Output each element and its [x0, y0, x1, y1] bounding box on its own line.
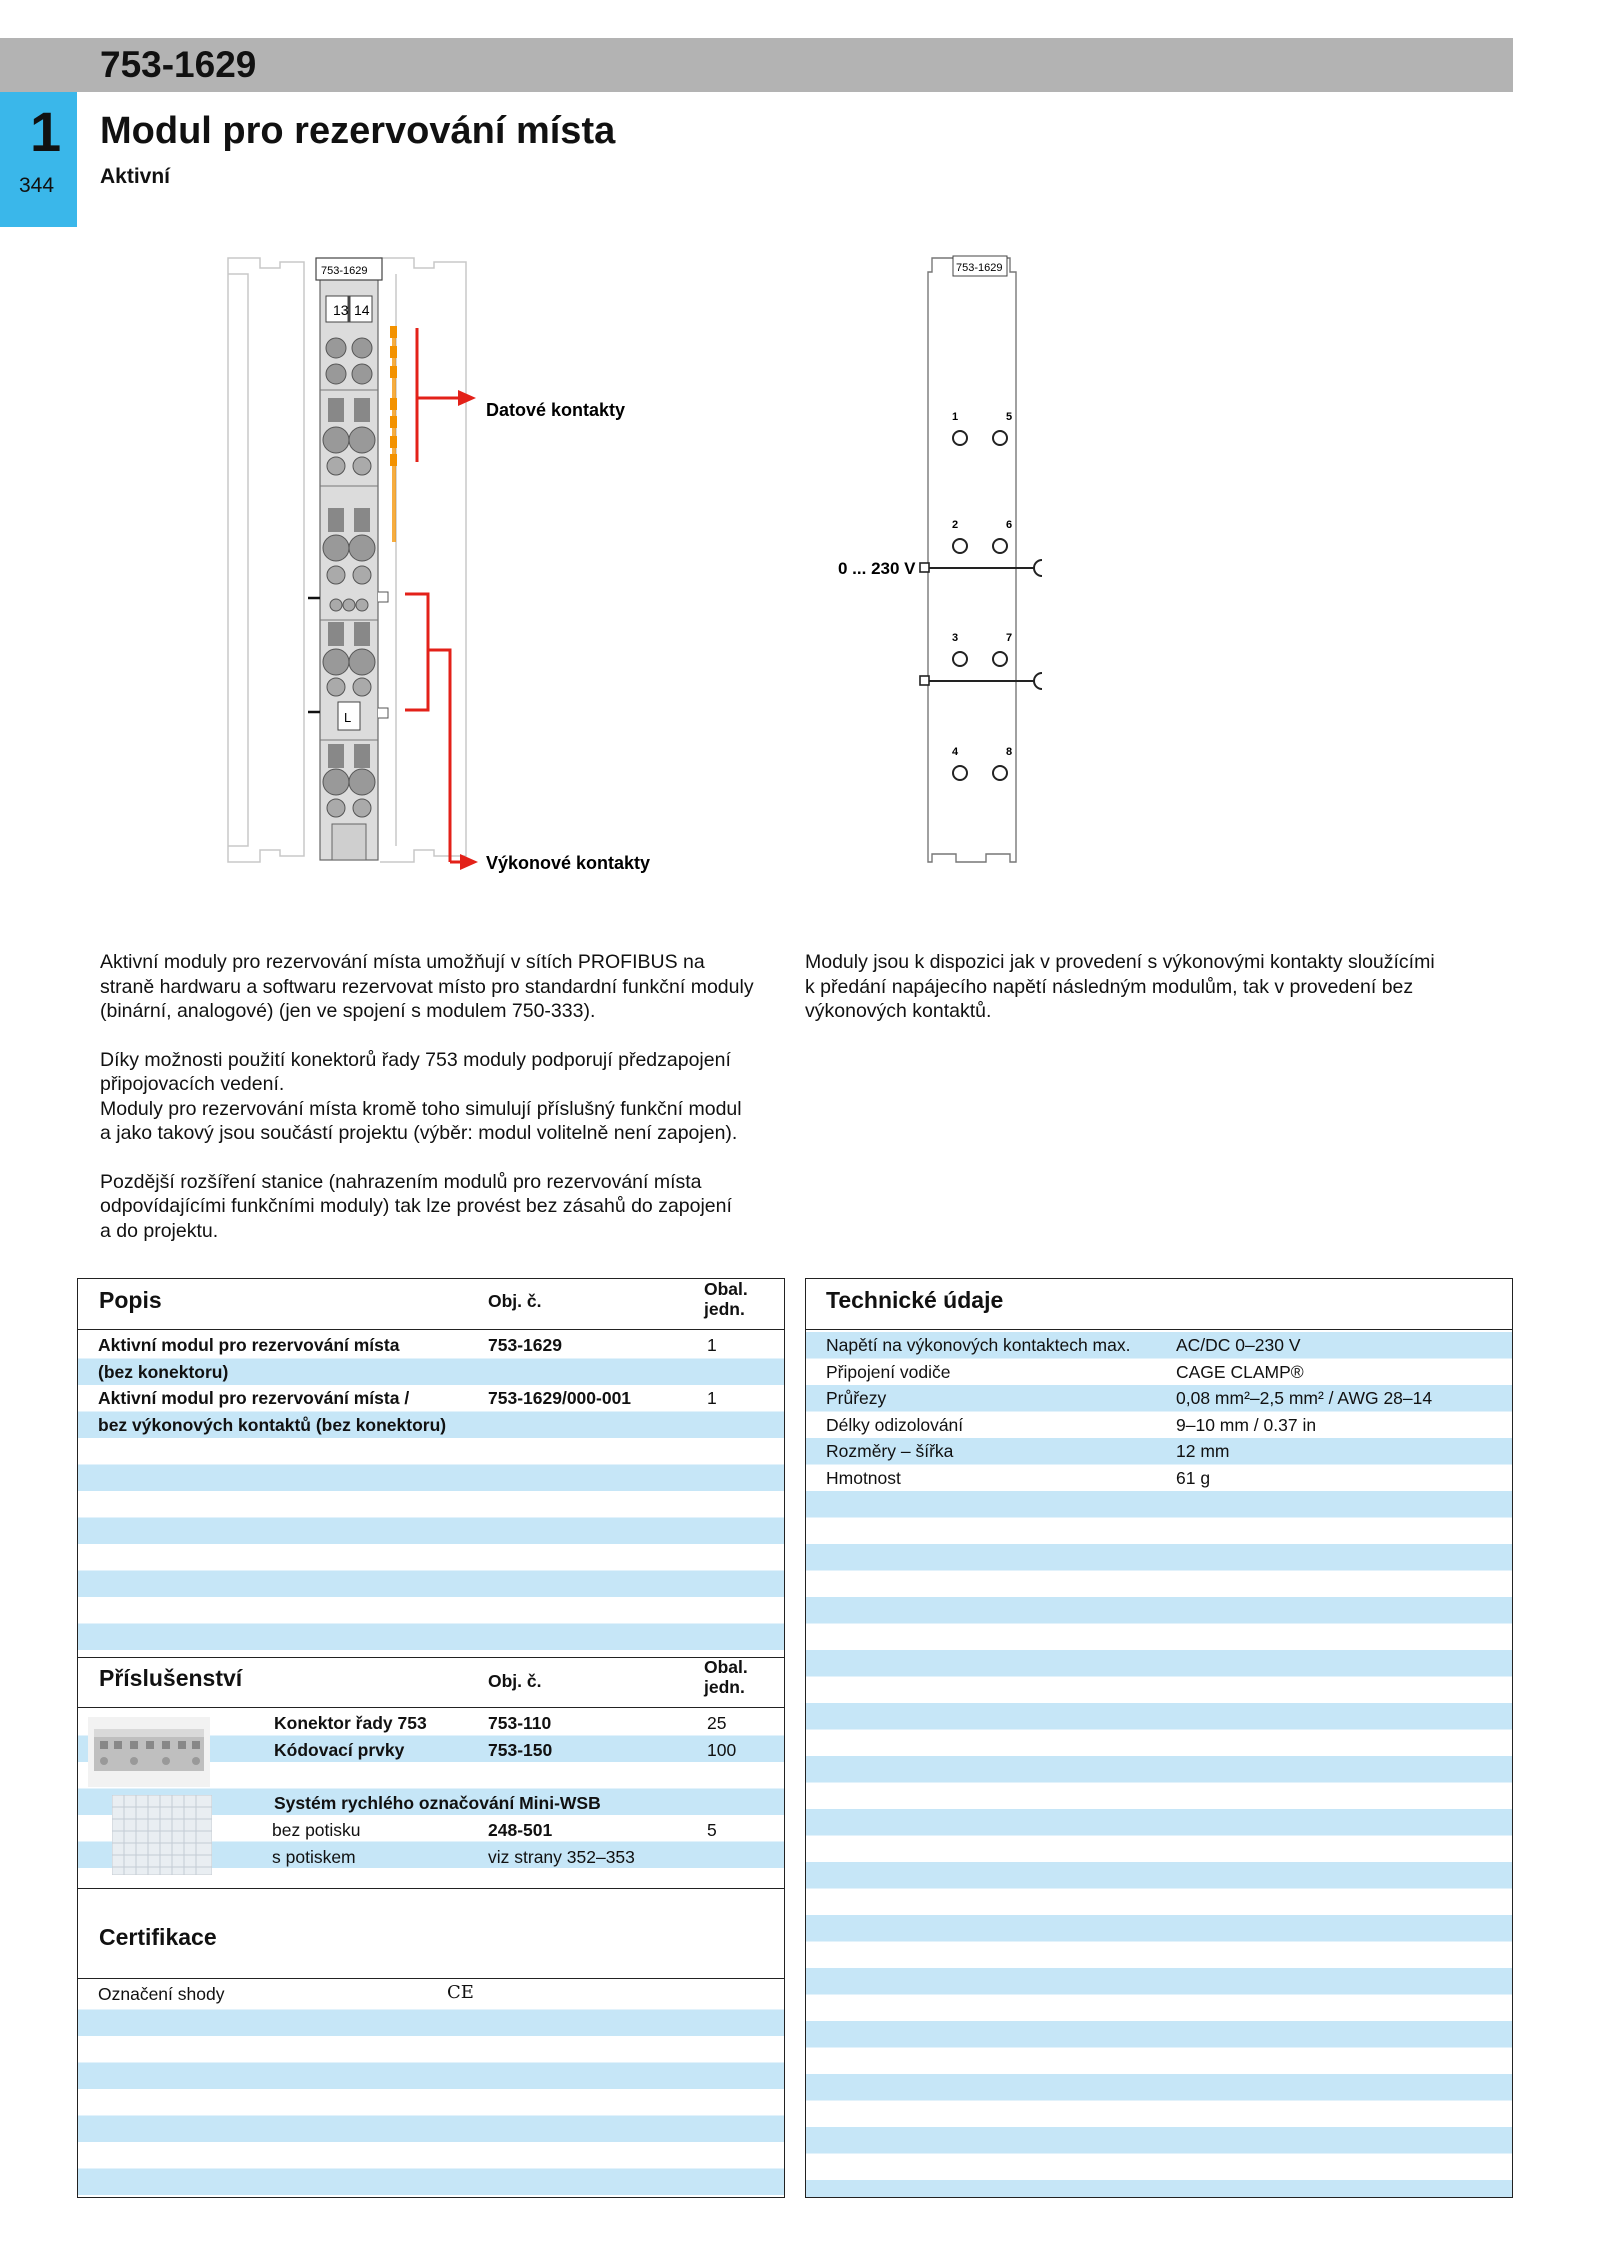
left-table-box: Popis Obj. č. Obal. jedn. Aktivní modul pro rezervování místa 753-1629 1 (bez konektoru) Aktivní modul pro rezervování místa / 753-1629/000-001 1 bez výkonových kontaktů (bez konektoru) Příslušenství Obj. č. Obal. jedn. Konektor řady 753 753-110 25 Kódovací prvky 753-150 100 Systém rychlého označování Mini-WSB bez potisku 248-501 5 s potiskem viz strany 352–353 Certifikace Označení shody CE [77, 1278, 785, 2198]
pin-4: 4 [952, 746, 959, 758]
desc-paragraph: Díky možnosti použití konektorů řady 753 moduly podporují předzapojení připojovacích vedení. Moduly pro rezervování místa kromě toho simulují příslušný funkční modul a jako takový jsou součástí projektu (výběr: modul volitelně není zapojen). [100, 1048, 742, 1144]
tech-data-box: Technické údaje Napětí na výkonových kontaktech max. AC/DC 0–230 V Připojení vodiče CAGE CLAMP® Průřezy 0,08 mm²–2,5 mm² / AWG 28–14 Délky odizolování 9–10 mm / 0.37 in Rozměry – šířka 12 mm Hmotnost 61 g [805, 1278, 1513, 2198]
page-title: Modul pro rezervování místa [100, 110, 616, 152]
divider [806, 1329, 1512, 1330]
desc-paragraph: Moduly jsou k dispozici jak v provedení s výkonovými kontakty sloužícími k předání napájecího napětí následným modulům, tak v provedení bez výkonových kontaktů. [805, 951, 1435, 1022]
popis-obal-header: Obal. jedn. [704, 1279, 748, 1319]
tech-title: Technické údaje [826, 1287, 1004, 1313]
popis-title: Popis [99, 1287, 162, 1313]
stripes [78, 1983, 784, 2198]
stripes [806, 1332, 1512, 2198]
chapter-number: 1 [30, 100, 62, 163]
module-illustration [220, 250, 690, 880]
product-code: 753-1629 [100, 44, 257, 85]
voltage-label: 0 ... 230 V [838, 559, 916, 578]
pin-13: 13 [333, 302, 349, 318]
pin-6: 6 [1006, 519, 1013, 531]
divider [78, 1329, 784, 1330]
data-contacts-label: Datové kontakty [486, 400, 626, 420]
pin-8: 8 [1006, 746, 1013, 758]
marker-label: L [344, 710, 352, 725]
pin-2: 2 [952, 519, 959, 531]
certifikace-title: Certifikace [99, 1924, 217, 1950]
description-left [100, 950, 790, 1267]
divider [78, 1978, 784, 1979]
power-contacts-label: Výkonové kontakty [486, 853, 651, 873]
connector-thumbnail [88, 1717, 210, 1787]
ce-mark: CE [447, 1982, 474, 2003]
pin-7: 7 [1006, 632, 1013, 644]
pin-5: 5 [1006, 411, 1013, 423]
wiring-schematic [820, 250, 1080, 880]
page-number: 344 [19, 174, 55, 197]
pin-14: 14 [354, 302, 370, 318]
marker-strip-thumbnail [112, 1795, 212, 1875]
description-right [805, 950, 1505, 1048]
popis-obj-header: Obj. č. [488, 1291, 542, 1311]
divider [78, 1657, 784, 1658]
prislusenstvi-obal-header: Obal. jedn. [704, 1657, 748, 1697]
module-label: 753-1629 [321, 265, 368, 277]
prislusenstvi-title: Příslušenství [99, 1665, 243, 1691]
prislusenstvi-obj-header: Obj. č. [488, 1671, 542, 1691]
page-subtitle: Aktivní [100, 165, 171, 188]
desc-paragraph: Pozdější rozšíření stanice (nahrazením modulů pro rezervování místa odpovídajícími funkčními moduly) tak lze provést bez zásahů do zapojení a do projektu. [100, 1170, 732, 1242]
pin-1: 1 [952, 411, 959, 423]
divider [78, 1888, 784, 1889]
schematic-label: 753-1629 [956, 262, 1003, 274]
desc-paragraph: Aktivní moduly pro rezervování místa umožňují v sítích PROFIBUS na straně hardwaru a softwaru rezervovat místo pro standardní funkční moduly (binární, analogové) (jen ve spojení s modulem 750-333). [100, 951, 754, 1022]
divider [78, 1707, 784, 1708]
pin-3: 3 [952, 632, 959, 644]
